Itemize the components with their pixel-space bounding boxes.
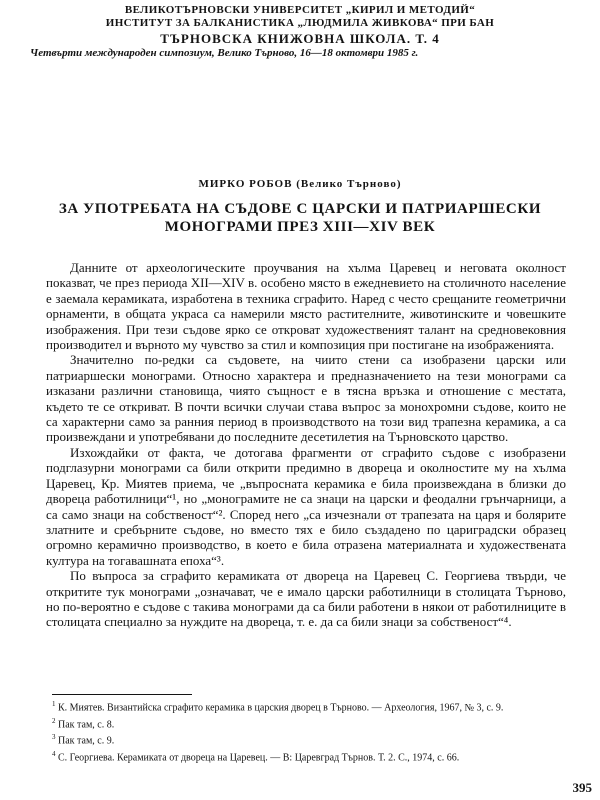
- article-title-line-1: ЗА УПОТРЕБАТА НА СЪДОВЕ С ЦАРСКИ И ПАТРИАРШЕСКИ: [58, 201, 542, 217]
- institute-header: ИНСТИТУТ ЗА БАЛКАНИСТИКА „ЛЮДМИЛА ЖИВКОВА“ ПРИ БАН: [105, 17, 495, 29]
- series-title: ТЪРНОВСКА КНИЖОВНА ШКОЛА. Т. 4: [160, 31, 440, 46]
- article-title: [40, 200, 560, 236]
- footnote-number: 2: [52, 716, 56, 725]
- symposium-line: Четвърти международен симпозиум, Велико Търново, 16—18 октомври 1985 г.: [30, 47, 419, 59]
- footnote-rule: [52, 694, 192, 695]
- university-header: ВЕЛИКОТЪРНОВСКИ УНИВЕРСИТЕТ „КИРИЛ И МЕТОДИЙ“: [124, 4, 476, 16]
- footnote-text: К. Миятев. Византийска сграфито керамика в царския дворец в Търново. — Археология, 1967, № 3, с. 9.: [58, 702, 504, 714]
- footnote-text: Пак там, с. 9.: [58, 735, 115, 747]
- article-title-line-2: МОНОГРАМИ ПРЕЗ XIII—XIV ВЕК: [164, 219, 436, 235]
- footnote: [52, 715, 566, 732]
- body-paragraph-3: Изхождайки от факта, че дотогава фрагменти от сграфито съдове с изобразени подглазурни монограми са били открити предимно в дворецa и околностите му на хълма Царевец, Кр. Миятев приема, че „въпросната керамика е била произвеждана в близки до двореца работилници“¹, но „монограмите не са знаци на царски и феодални грънчарници, а са само знаци на собственост“². Според него „са изчезнали от трапезата на царя и болярите златните и сребърните съдове, но вместо тях е било създадено по цариградски образец огромно керамично производство, в което е била отразена материалната и художествената култура на тогавашната епоха“³.: [46, 444, 566, 568]
- footnote-number: 1: [52, 700, 56, 708]
- body-paragraph-4: По въпроса за сграфито керамиката от двореца на Царевец С. Георгиева твърди, че откритите тук монограми „означават, че е имало царски работилници в столицата Търново, но по-вероятно е съдове с такива монограми да са били работени в някои от работилниците в столицата специално за нуждите на двореца, т. е. да са били знаци за собственост“⁴.: [46, 568, 566, 630]
- footnote: [52, 748, 566, 765]
- footnote-number: 4: [52, 750, 56, 759]
- body-paragraph-2: Значително по-редки са съдовете, на чиито стени са изобразени царски или патриаршески монограми. Относно характера и предназначението на тези монограми са изказани различни становища, чиято същност е в тясна връзка и отношение с местата, където те се откриват. В почти всички случаи става въпрос за монохромни съдове, които не са характерни само за ранния период в производството на този вид трапезна керамика, а са произвеждани и употребявани до последните десетилетия на Търновското царство.: [46, 352, 566, 445]
- article-body: [46, 260, 566, 630]
- footnote-text: Пак там, с. 8.: [58, 719, 115, 731]
- page-number: 395: [572, 780, 592, 795]
- footnotes: [52, 698, 566, 765]
- footnote-text: С. Георгиева. Керамиката от двореца на Царевец. — В: Царевград Търнов. Т. 2. С., 1974, с. 66.: [58, 752, 460, 764]
- footnote-number: 3: [52, 733, 56, 742]
- article-author: МИРКО РОБОВ (Велико Търново): [198, 178, 402, 190]
- footnote: [52, 698, 566, 715]
- footnote: [52, 731, 566, 748]
- body-paragraph-1: Данните от археологическите проучвания на хълма Царевец и неговата околност показват, че през периода XII—XIV в. особено място в ежедневието на столичното население е заемала керамиката, изработена в техника сграфито. Наред с често срещаните геометрични орнаменти, в общата украса са намерили място растителните, животинските и човешките изображения. При тези съдове ярко се откроват художественият талант на средновековния производител и върното му чувство за стил и композиция при постигане на изображенията.: [46, 260, 566, 353]
